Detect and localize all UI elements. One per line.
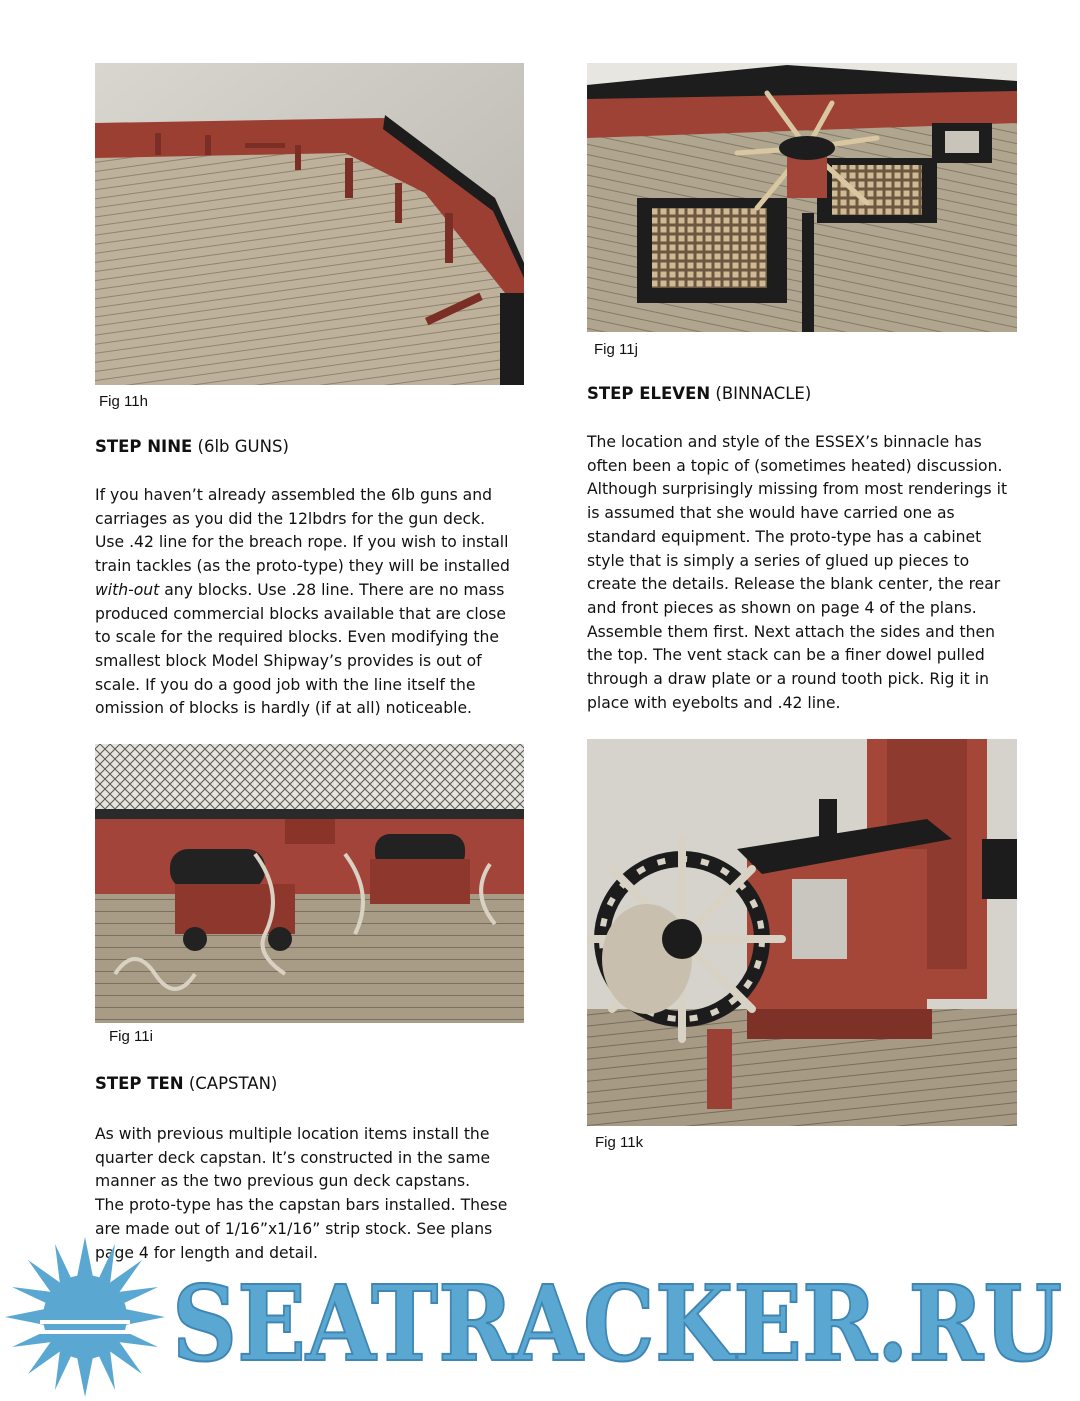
step-eleven-line: through a draw plate or a round tooth pick. Rig it in: [587, 670, 989, 689]
step-eleven-line: place with eyebolts and .42 line.: [587, 693, 841, 712]
step-eleven-text: [587, 431, 1007, 715]
figure-11h-photo: [95, 63, 524, 385]
step-eleven-line: often been a topic of (sometimes heated) discussion.: [587, 456, 1003, 475]
sun-icon: [5, 1237, 165, 1397]
figure-11j-photo: [587, 63, 1017, 332]
step-ten-line: are made out of 1/16”x1/16” strip stock. See plans: [95, 1219, 493, 1238]
step-eleven-line: style that is simply a series of glued up pieces to: [587, 551, 970, 570]
step-nine-line: omission of blocks is hardly (if at all) noticeable.: [95, 699, 472, 718]
step-eleven-line: and front pieces as shown on page 4 of the plans.: [587, 598, 977, 617]
step-nine-text: [95, 484, 510, 721]
step-ten-line: page 4 for length and detail.: [95, 1243, 318, 1262]
step-ten-line: As with previous multiple location items install the: [95, 1125, 490, 1143]
watermark: [0, 1232, 1080, 1397]
step-ten-heading: [95, 1074, 277, 1093]
figure-11k-photo: [587, 739, 1017, 1126]
step-eleven-line: standard equipment. The proto-type has a cabinet: [587, 527, 982, 546]
step-nine-heading: [95, 437, 289, 456]
step-ten-subtitle: (CAPSTAN): [183, 1074, 278, 1093]
step-nine-title: STEP NINE: [95, 437, 193, 456]
watermark-graphic: [0, 1232, 1080, 1397]
step-eleven-line: is assumed that she would have carried one as: [587, 504, 955, 523]
step-nine-line: to scale for the required blocks. Even modifying the: [95, 628, 499, 647]
step-nine-subtitle: (6lb GUNS): [192, 437, 289, 456]
step-eleven-line: create the details. Release the blank center, the rear: [587, 575, 1001, 594]
step-nine-line-rest: any blocks. Use .28 line. There are no mass: [159, 580, 505, 599]
step-nine-line: [95, 579, 510, 603]
step-ten-line: manner as the two previous gun deck capstans.: [95, 1172, 471, 1191]
figure-11k-caption: Fig 11k: [595, 1134, 644, 1151]
step-nine-line: Use .42 line for the breach rope. If you wish to install: [95, 533, 509, 552]
step-eleven-heading: [587, 384, 811, 403]
emphasis-without: with-out: [95, 580, 160, 599]
step-ten-line: quarter deck capstan. It’s constructed in the same: [95, 1148, 491, 1167]
step-eleven-subtitle: (BINNACLE): [710, 384, 812, 403]
step-nine-line: carriages as you did the 12lbdrs for the gun deck.: [95, 509, 486, 528]
step-nine-line: smallest block Model Shipway’s provides is out of: [95, 651, 482, 670]
figure-11h-caption: Fig 11h: [99, 393, 148, 410]
figure-11i-photo: [95, 744, 524, 1023]
step-eleven-line: The location and style of the ESSEX’s binnacle has: [587, 433, 982, 451]
figure-11i-caption: Fig 11i: [109, 1028, 153, 1045]
step-nine-line: If you haven’t already assembled the 6lb guns and: [95, 486, 493, 504]
watermark-text: SEATRACKER.RU: [172, 1262, 1062, 1385]
step-eleven-line: the top. The vent stack can be a finer dowel pulled: [587, 646, 985, 665]
step-ten-line: The proto-type has the capstan bars installed. These: [95, 1196, 508, 1215]
step-ten-title: STEP TEN: [95, 1074, 184, 1093]
step-nine-line: scale. If you do a good job with the line itself the: [95, 675, 476, 694]
step-eleven-line: Although surprisingly missing from most renderings it: [587, 480, 1008, 499]
step-nine-line: train tackles (as the proto-type) they will be installed: [95, 557, 510, 576]
step-eleven-line: Assemble them first. Next attach the sides and then: [587, 622, 995, 641]
step-eleven-title: STEP ELEVEN: [587, 384, 711, 403]
step-nine-line: produced commercial blocks available that are close: [95, 604, 506, 623]
figure-11j-caption: Fig 11j: [594, 341, 638, 358]
